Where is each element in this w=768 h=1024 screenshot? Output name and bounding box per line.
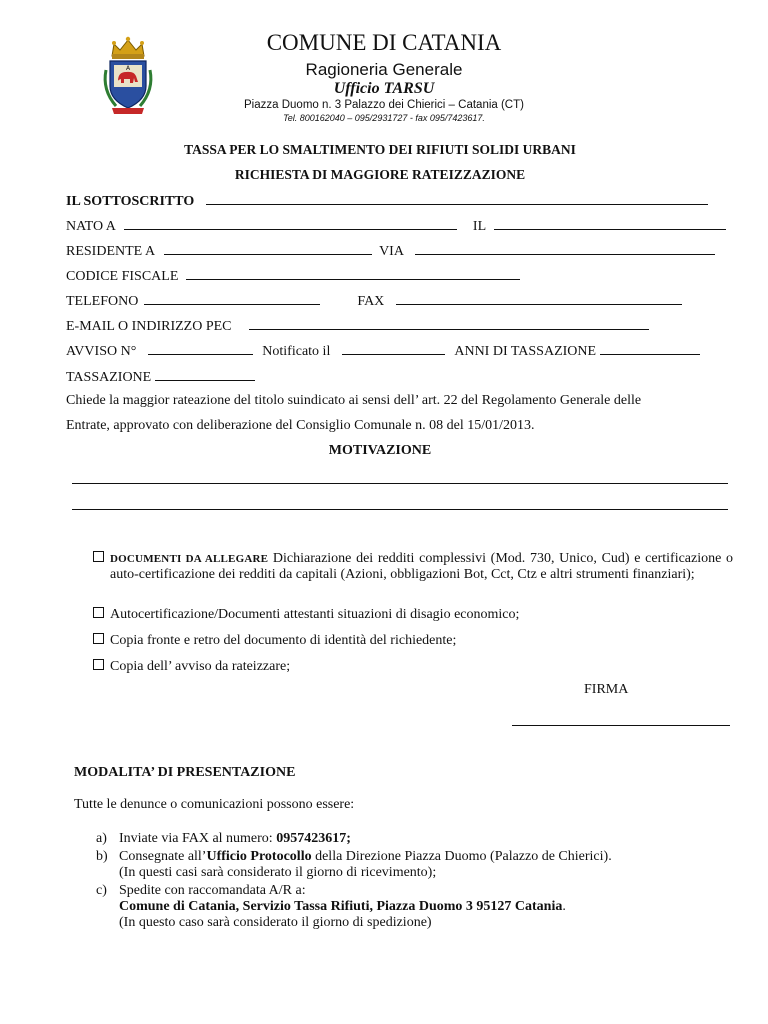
- request-line-1: Chiede la maggior rateazione del titolo suindicato ai sensi dell’ art. 22 del Regolamento Generale delle: [66, 393, 642, 408]
- b-pre-text: Consegnate all’: [119, 849, 207, 864]
- attachment-item-notice-copy: [93, 659, 733, 675]
- field-residente: [66, 242, 715, 260]
- label-telefono: TELEFONO: [66, 294, 139, 309]
- field-sottoscritto: [66, 192, 708, 210]
- attachment-notice-copy-text: Copia dell’ avviso da rateizzare;: [110, 659, 291, 674]
- label-avviso: AVVISO N°: [66, 344, 137, 359]
- c-address-line: [119, 899, 566, 915]
- field-codice-fiscale: [66, 267, 520, 285]
- c-note-text: (In questo caso sarà considerato il giorno di spedizione): [119, 915, 432, 930]
- attachment-autocert-text: Autocertificazione/Documenti attestanti situazioni di disagio economico;: [110, 607, 520, 622]
- c-text: Spedite con raccomandata A/R a:: [119, 883, 306, 898]
- attachment-item-documents-text: [110, 551, 733, 583]
- form-heading-tax: TASSA PER LO SMALTIMENTO DEI RIFIUTI SOLIDI URBANI: [184, 142, 576, 157]
- attachment-id-copy-text: Copia fronte e retro del documento di identità del richiedente;: [110, 633, 457, 648]
- input-telefono-line[interactable]: [144, 292, 320, 305]
- field-email: [66, 317, 649, 335]
- checkbox[interactable]: [93, 633, 104, 644]
- office-name: Ufficio TARSU: [333, 80, 435, 97]
- office-contacts: Tel. 800162040 – 095/2931727 - fax 095/7423617.: [283, 113, 485, 123]
- field-nato: [66, 217, 726, 235]
- request-line-2: Entrate, approvato con deliberazione del Consiglio Comunale n. 08 del 15/01/2013.: [66, 418, 535, 433]
- input-residente-line[interactable]: [164, 242, 372, 255]
- input-codice-fiscale-line[interactable]: [186, 267, 520, 280]
- label-fax: FAX: [357, 294, 385, 309]
- label-notificato: Notificato il: [262, 344, 331, 359]
- ufficio-protocollo: Ufficio Protocollo: [206, 849, 312, 864]
- input-avviso-line[interactable]: [148, 342, 253, 355]
- list-marker: c): [96, 883, 107, 898]
- presentation-item-b-text: [119, 849, 612, 865]
- input-nato-line[interactable]: [124, 217, 457, 230]
- fax-number: 0957423617;: [276, 831, 351, 846]
- input-sottoscritto-line[interactable]: [206, 192, 708, 205]
- label-codice-fiscale: CODICE FISCALE: [66, 269, 179, 284]
- svg-text:A: A: [125, 65, 131, 72]
- input-tassazione-line[interactable]: [155, 368, 255, 381]
- presentation-heading: MODALITA’ DI PRESENTAZIONE: [74, 765, 296, 780]
- b-post-text: della Direzione Piazza Duomo (Palazzo de Chierici).: [311, 849, 612, 864]
- signature-label: FIRMA: [584, 682, 629, 697]
- label-residente: RESIDENTE A: [66, 244, 156, 259]
- field-telefono: [66, 292, 682, 310]
- presentation-item-a-text: [119, 831, 351, 847]
- input-il-line[interactable]: [494, 217, 726, 230]
- input-via-line[interactable]: [415, 242, 715, 255]
- fax-text: Inviate via FAX al numero:: [119, 831, 277, 846]
- documents-description: Dichiarazione dei redditi complessivi (Mod. 730, Unico, Cud) e certificazione o auto-certificazione dei redditi da capitali (Azioni, obbligazioni Bot, Cct, Ctz e altri strumenti finanziari);: [110, 551, 734, 582]
- motivazione-heading: MOTIVAZIONE: [328, 443, 432, 458]
- label-sottoscritto: IL SOTTOSCRITTO: [66, 194, 195, 209]
- c-address-end: .: [562, 899, 566, 914]
- input-anni-line[interactable]: [600, 342, 700, 355]
- list-marker: b): [96, 849, 108, 864]
- attachment-item-autocert: [93, 607, 733, 623]
- checkbox[interactable]: [93, 607, 104, 618]
- department-name: Ragioneria Generale: [305, 60, 463, 79]
- field-avviso: [66, 342, 700, 360]
- label-tassazione: TASSAZIONE: [66, 370, 152, 385]
- form-heading-request: RICHIESTA DI MAGGIORE RATEIZZAZIONE: [234, 167, 526, 182]
- label-il: IL: [472, 219, 487, 234]
- input-email-line[interactable]: [249, 317, 649, 330]
- label-email: E-MAIL O INDIRIZZO PEC: [66, 319, 232, 334]
- list-marker: a): [96, 831, 107, 846]
- municipality-title: COMUNE DI CATANIA: [266, 30, 502, 55]
- b-note-text: (In questi casi sarà considerato il giorno di ricevimento);: [119, 865, 437, 880]
- label-nato: NATO A: [66, 219, 116, 234]
- attachment-item-id-copy: [93, 633, 733, 649]
- motivazione-line-2[interactable]: [72, 509, 728, 510]
- checkbox[interactable]: [93, 551, 104, 562]
- office-address: Piazza Duomo n. 3 Palazzo dei Chierici – Catania (CT): [244, 99, 524, 111]
- documents-to-attach-label: DOCUMENTI DA ALLEGARE: [110, 553, 269, 565]
- signature-line[interactable]: [512, 713, 730, 726]
- field-tassazione: [66, 368, 255, 386]
- checkbox[interactable]: [93, 659, 104, 670]
- label-anni: ANNI DI TASSAZIONE: [454, 344, 597, 359]
- label-via: VIA: [379, 244, 404, 259]
- c-address: Comune di Catania, Servizio Tassa Rifiuti, Piazza Duomo 3 95127 Catania: [119, 899, 563, 914]
- input-notificato-line[interactable]: [342, 342, 445, 355]
- attachment-item-documents: [93, 551, 733, 601]
- presentation-intro: Tutte le denunce o comunicazioni possono essere:: [74, 797, 355, 812]
- motivazione-line-1[interactable]: [72, 483, 728, 484]
- input-fax-line[interactable]: [396, 292, 682, 305]
